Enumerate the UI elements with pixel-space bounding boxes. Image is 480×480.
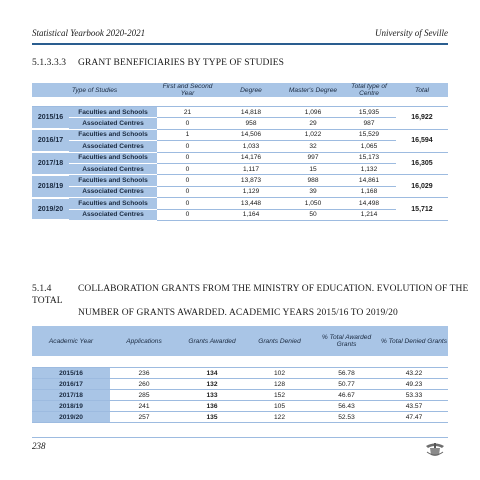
grants-denied-cell: 128 <box>246 379 313 390</box>
column-header: Academic Year <box>32 326 110 356</box>
centre-total-cell: 987 <box>342 118 396 129</box>
table-row <box>32 209 448 220</box>
column-header: Total <box>396 83 448 97</box>
centre-total-cell: 1,168 <box>342 186 396 197</box>
academic-year-cell: 2017/18 <box>32 152 69 175</box>
percent-awarded-cell: 46.67 <box>313 390 380 401</box>
masters-degree-cell: 32 <box>284 141 342 152</box>
centre-total-cell: 14,861 <box>342 175 396 186</box>
column-header: Applications <box>110 326 178 356</box>
table-row <box>32 412 448 423</box>
table-row <box>32 186 448 197</box>
table-row <box>32 141 448 152</box>
masters-degree-cell: 50 <box>284 209 342 220</box>
type-of-studies-cell: Faculties and Schools <box>69 152 157 163</box>
centre-total-cell: 14,498 <box>342 198 396 209</box>
centre-total-cell: 1,132 <box>342 163 396 174</box>
table-body <box>32 97 448 220</box>
type-of-studies-cell: Associated Centres <box>69 118 157 129</box>
masters-degree-cell: 29 <box>284 118 342 129</box>
yearbook-title: Statistical Yearbook 2020-2021 <box>32 28 146 38</box>
academic-year-cell: 2018/19 <box>32 175 69 198</box>
column-header: % Total Denied Grants <box>380 326 448 356</box>
grants-awarded-cell: 132 <box>178 379 246 390</box>
section-heading: GRANT BENEFICIARIES BY TYPE OF STUDIES <box>78 58 285 68</box>
centre-total-cell: 1,214 <box>342 209 396 220</box>
masters-degree-cell: 1,096 <box>284 107 342 118</box>
column-header: Grants Awarded <box>178 326 246 356</box>
column-header: Master's Degree <box>284 83 342 97</box>
grant-beneficiaries-table <box>32 83 448 221</box>
degree-cell: 1,164 <box>218 209 284 220</box>
university-name: University of Seville <box>375 28 448 38</box>
spacer-row <box>32 356 448 368</box>
table-row <box>32 390 448 401</box>
table-row <box>32 118 448 129</box>
table-row <box>32 152 448 163</box>
spacer-row <box>32 97 448 107</box>
first-second-year-cell: 0 <box>157 175 218 186</box>
percent-awarded-cell: 56.43 <box>313 401 380 412</box>
table-row <box>32 379 448 390</box>
percent-denied-cell: 43.57 <box>380 401 448 412</box>
academic-year-cell: 2017/18 <box>32 390 110 401</box>
table-row <box>32 163 448 174</box>
academic-year-cell: 2015/16 <box>32 368 110 379</box>
degree-cell: 14,506 <box>218 129 284 140</box>
applications-cell: 257 <box>110 412 178 423</box>
total-cell: 16,594 <box>396 129 448 152</box>
degree-cell: 13,873 <box>218 175 284 186</box>
first-second-year-cell: 0 <box>157 141 218 152</box>
first-second-year-cell: 0 <box>157 118 218 129</box>
applications-cell: 241 <box>110 401 178 412</box>
column-header: First and Second Year <box>157 83 218 97</box>
grants-awarded-cell: 135 <box>178 412 246 423</box>
academic-year-cell: 2019/20 <box>32 198 69 221</box>
masters-degree-cell: 39 <box>284 186 342 197</box>
grants-denied-cell: 105 <box>246 401 313 412</box>
page-header <box>32 28 448 42</box>
university-crest-icon <box>424 440 446 458</box>
type-of-studies-cell: Associated Centres <box>69 163 157 174</box>
first-second-year-cell: 0 <box>157 186 218 197</box>
first-second-year-cell: 21 <box>157 107 218 118</box>
table-header-row <box>32 326 448 356</box>
masters-degree-cell: 997 <box>284 152 342 163</box>
table-row <box>32 107 448 118</box>
centre-total-cell: 15,173 <box>342 152 396 163</box>
column-header: Type of Studies <box>32 83 157 97</box>
degree-cell: 958 <box>218 118 284 129</box>
column-header: Degree <box>218 83 284 97</box>
degree-cell: 1,033 <box>218 141 284 152</box>
section-heading-line-1: COLLABORATION GRANTS FROM THE MINISTRY OF EDUCATION. EVOLUTION OF THE TOTAL <box>32 284 469 306</box>
table-header-row <box>32 83 448 97</box>
degree-cell: 14,176 <box>218 152 284 163</box>
academic-year-cell: 2019/20 <box>32 412 110 423</box>
masters-degree-cell: 1,022 <box>284 129 342 140</box>
total-cell: 15,712 <box>396 198 448 221</box>
degree-cell: 1,129 <box>218 186 284 197</box>
table-row <box>32 198 448 209</box>
percent-awarded-cell: 52.53 <box>313 412 380 423</box>
collaboration-grants-table <box>32 326 448 423</box>
header-rule <box>32 43 448 45</box>
page-number: 238 <box>32 441 46 451</box>
column-header: Total type of Centre <box>342 83 396 97</box>
centre-total-cell: 1,065 <box>342 141 396 152</box>
type-of-studies-cell: Faculties and Schools <box>69 175 157 186</box>
table-row <box>32 368 448 379</box>
first-second-year-cell: 0 <box>157 152 218 163</box>
total-cell: 16,029 <box>396 175 448 198</box>
academic-year-cell: 2015/16 <box>32 107 69 130</box>
first-second-year-cell: 0 <box>157 163 218 174</box>
section-number: 5.1.4 <box>32 284 52 294</box>
type-of-studies-cell: Associated Centres <box>69 141 157 152</box>
applications-cell: 260 <box>110 379 178 390</box>
type-of-studies-cell: Associated Centres <box>69 186 157 197</box>
degree-cell: 13,448 <box>218 198 284 209</box>
applications-cell: 236 <box>110 368 178 379</box>
applications-cell: 285 <box>110 390 178 401</box>
column-header: % Total Awarded Grants <box>313 326 380 356</box>
percent-denied-cell: 47.47 <box>380 412 448 423</box>
degree-cell: 14,818 <box>218 107 284 118</box>
section-title-grant-beneficiaries <box>32 57 284 69</box>
grants-denied-cell: 122 <box>246 412 313 423</box>
academic-year-cell: 2016/17 <box>32 379 110 390</box>
percent-denied-cell: 49.23 <box>380 379 448 390</box>
degree-cell: 1,117 <box>218 163 284 174</box>
section-number: 5.1.3.3.3 <box>32 58 67 68</box>
first-second-year-cell: 1 <box>157 129 218 140</box>
section-title-collaboration-grants <box>32 283 480 319</box>
type-of-studies-cell: Faculties and Schools <box>69 107 157 118</box>
type-of-studies-cell: Associated Centres <box>69 209 157 220</box>
type-of-studies-cell: Faculties and Schools <box>69 129 157 140</box>
first-second-year-cell: 0 <box>157 198 218 209</box>
masters-degree-cell: 1,050 <box>284 198 342 209</box>
percent-awarded-cell: 50.77 <box>313 379 380 390</box>
percent-denied-cell: 53.33 <box>380 390 448 401</box>
grants-denied-cell: 152 <box>246 390 313 401</box>
total-cell: 16,922 <box>396 107 448 130</box>
percent-awarded-cell: 56.78 <box>313 368 380 379</box>
footer-rule <box>32 437 448 438</box>
percent-denied-cell: 43.22 <box>380 368 448 379</box>
section-heading-line-2: NUMBER OF GRANTS AWARDED. ACADEMIC YEARS 2015/16 TO 2019/20 <box>78 308 398 318</box>
table-row <box>32 129 448 140</box>
column-header: Grants Denied <box>246 326 313 356</box>
grants-awarded-cell: 133 <box>178 390 246 401</box>
table-row <box>32 401 448 412</box>
masters-degree-cell: 15 <box>284 163 342 174</box>
academic-year-cell: 2018/19 <box>32 401 110 412</box>
centre-total-cell: 15,935 <box>342 107 396 118</box>
grants-awarded-cell: 134 <box>178 368 246 379</box>
total-cell: 16,305 <box>396 152 448 175</box>
centre-total-cell: 15,529 <box>342 129 396 140</box>
grants-awarded-cell: 136 <box>178 401 246 412</box>
grants-denied-cell: 102 <box>246 368 313 379</box>
academic-year-cell: 2016/17 <box>32 129 69 152</box>
table-body <box>32 356 448 423</box>
type-of-studies-cell: Faculties and Schools <box>69 198 157 209</box>
masters-degree-cell: 988 <box>284 175 342 186</box>
first-second-year-cell: 0 <box>157 209 218 220</box>
table-row <box>32 175 448 186</box>
